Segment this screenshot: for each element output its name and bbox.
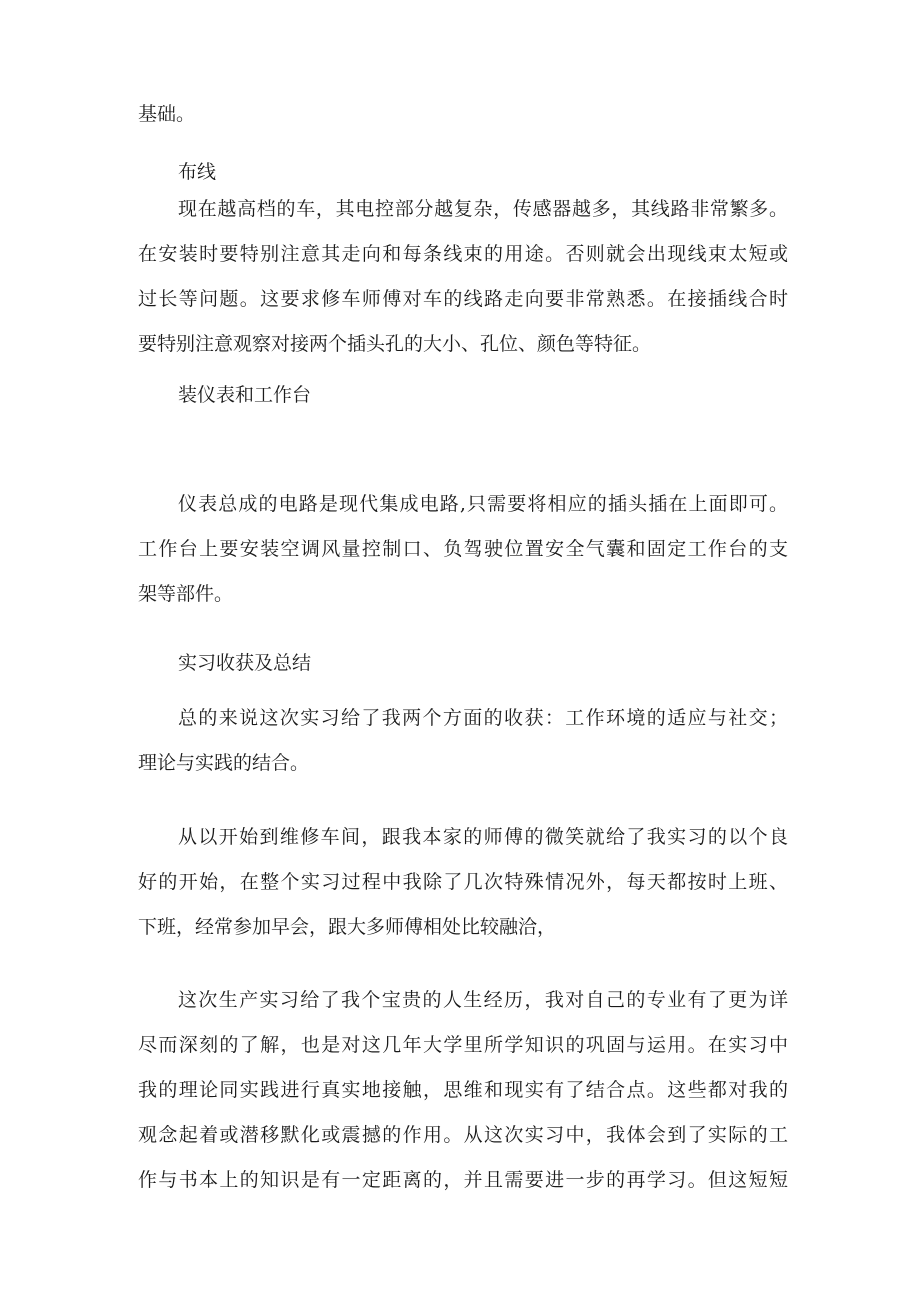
paragraph-line: 过长等问题。这要求修车师傅对车的线路走向要非常熟悉。在接插线合时 bbox=[138, 288, 788, 310]
paragraph-line: 下班，经常参加早会，跟大多师傅相处比较融洽， bbox=[138, 916, 557, 938]
paragraph-line: 观念起着或潜移默化或震撼的作用。从这次实习中，我体会到了实际的工 bbox=[138, 1124, 788, 1146]
paragraph-line: 作与书本上的知识是有一定距离的，并且需要进一步的再学习。但这短短 bbox=[138, 1169, 788, 1191]
paragraph-line: 基础。 bbox=[138, 103, 196, 125]
paragraph-line: 尽而深刻的了解，也是对这几年大学里所学知识的巩固与运用。在实习中 bbox=[138, 1034, 788, 1056]
paragraph-line: 好的开始，在整个实习过程中我除了几次特殊情况外，每天都按时上班、 bbox=[138, 871, 788, 893]
paragraph-line: 现在越高档的车，其电控部分越复杂，传感器越多，其线路非常繁多。 bbox=[178, 198, 788, 220]
paragraph-line: 我的理论同实践进行真实地接触，思维和现实有了结合点。这些都对我的 bbox=[138, 1079, 788, 1101]
paragraph-line: 总的来说这次实习给了我两个方面的收获：工作环境的适应与社交； bbox=[178, 707, 788, 729]
section-heading-instrument: 装仪表和工作台 bbox=[178, 384, 312, 406]
paragraph-line: 要特别注意观察对接两个插头孔的大小、孔位、颜色等特征。 bbox=[138, 333, 652, 355]
paragraph-line: 架等部件。 bbox=[138, 583, 234, 605]
paragraph-line: 理论与实践的结合。 bbox=[138, 752, 310, 774]
section-heading-summary: 实习收获及总结 bbox=[178, 652, 312, 674]
paragraph-line: 工作台上要安装空调风量控制口、负驾驶位置安全气囊和固定工作台的支 bbox=[138, 538, 788, 560]
paragraph-line: 这次生产实习给了我个宝贵的人生经历，我对自己的专业有了更为详 bbox=[178, 989, 788, 1011]
paragraph-line: 仪表总成的电路是现代集成电路,只需要将相应的插头插在上面即可。 bbox=[178, 493, 788, 515]
paragraph-line: 从以开始到维修车间，跟我本家的师傅的微笑就给了我实习的以个良 bbox=[178, 826, 788, 848]
paragraph-line: 在安装时要特别注意其走向和每条线束的用途。否则就会出现线束太短或 bbox=[138, 243, 788, 265]
section-heading-wiring: 布线 bbox=[178, 161, 217, 183]
